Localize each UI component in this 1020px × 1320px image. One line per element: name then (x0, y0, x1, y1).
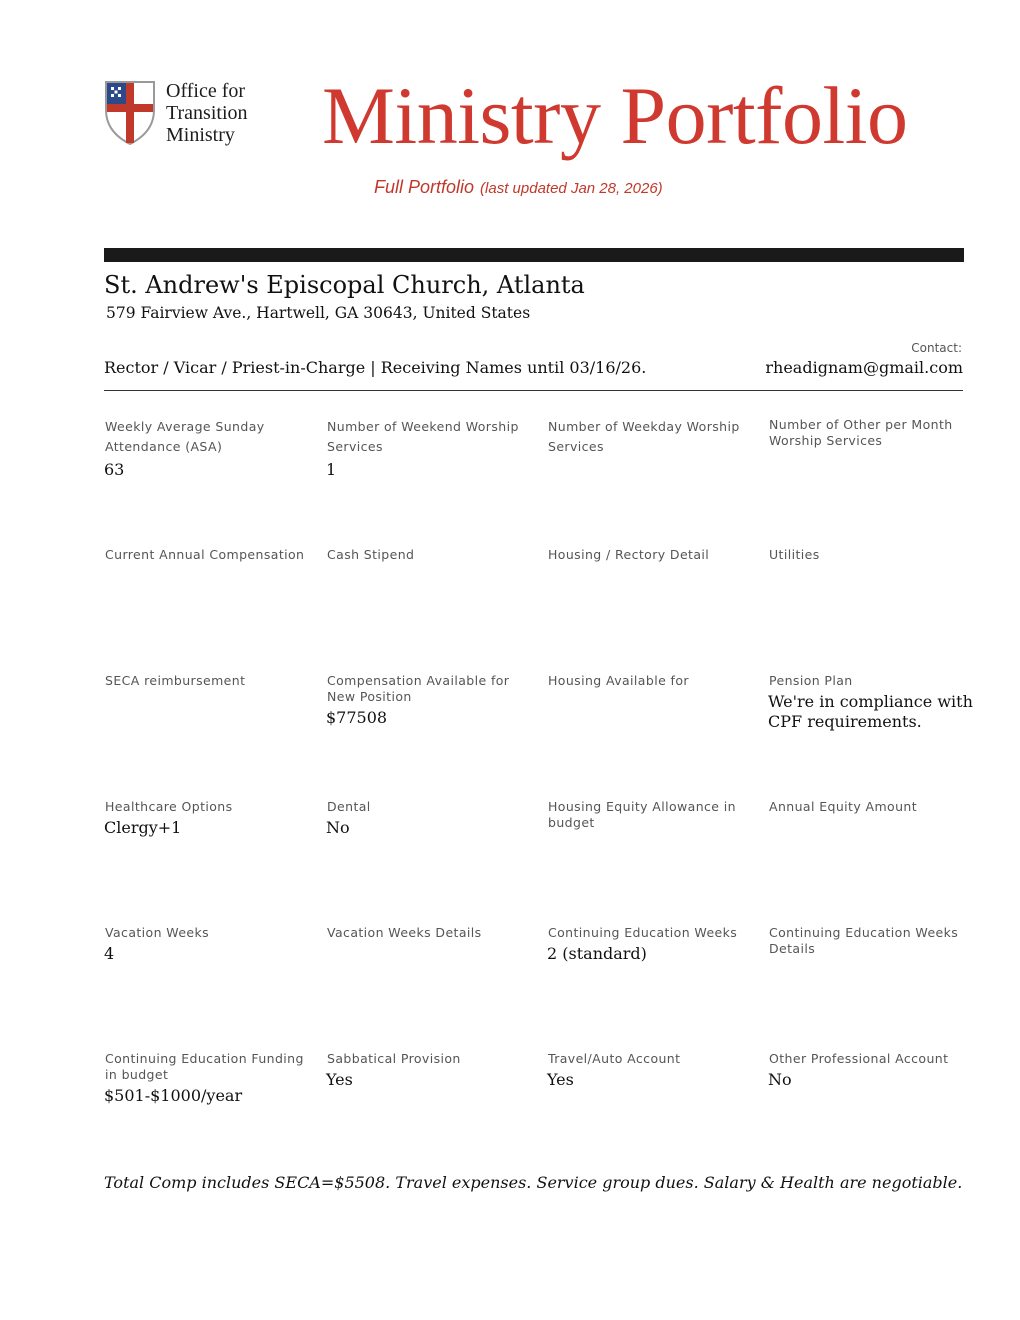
portfolio-subtitle (374, 177, 663, 198)
field-value: No (326, 818, 350, 837)
field-ce-weeks (547, 925, 757, 964)
field-label: Continuing Education Funding in budget (105, 1051, 304, 1082)
field-label: Housing / Rectory Detail (548, 547, 710, 562)
org-name-line-2: Transition (166, 102, 248, 124)
field-compensation-available (326, 673, 536, 728)
church-name: St. Andrew's Episcopal Church, Atlanta (104, 271, 585, 299)
field-label: Housing Available for (548, 673, 689, 688)
portfolio-type: Full Portfolio (374, 177, 475, 197)
field-seca-reimbursement (104, 673, 314, 692)
field-value: Clergy+1 (104, 818, 182, 837)
field-ce-weeks-details (768, 925, 978, 960)
field-other-professional (768, 1051, 978, 1090)
field-vacation-weeks (104, 925, 314, 964)
field-housing-available (547, 673, 757, 692)
header-divider-bar (104, 248, 964, 262)
last-updated: (last updated Jan 28, 2026) (480, 180, 663, 197)
field-utilities (768, 547, 978, 566)
field-cash-stipend (326, 547, 536, 566)
field-label: Vacation Weeks (105, 925, 210, 940)
field-value: 4 (104, 944, 115, 963)
contact-email: rheadignam@gmail.com (765, 358, 963, 377)
field-label: Annual Equity Amount (769, 799, 918, 814)
field-label: Number of Weekend Worship Services (327, 419, 519, 454)
field-label: Continuing Education Weeks (548, 925, 738, 940)
field-ce-funding (104, 1051, 314, 1106)
field-label: Housing Equity Allowance in budget (548, 799, 736, 830)
field-sabbatical (326, 1051, 536, 1090)
field-label: Compensation Available for New Position (327, 673, 510, 704)
field-annual-equity (768, 799, 978, 818)
field-label: Utilities (769, 547, 820, 562)
field-asa (104, 417, 314, 480)
field-label: Other Professional Account (769, 1051, 949, 1066)
field-label: Number of Weekday Worship Services (548, 419, 740, 454)
field-value: 2 (standard) (547, 944, 647, 963)
field-label: Weekly Average Sunday Attendance (ASA) (105, 419, 265, 454)
field-value: Yes (326, 1070, 353, 1089)
episcopal-shield-logo (104, 80, 156, 146)
field-value: Yes (547, 1070, 574, 1089)
field-label: Travel/Auto Account (548, 1051, 681, 1066)
church-address: 579 Fairview Ave., Hartwell, GA 30643, United States (106, 304, 531, 322)
field-other-services (768, 417, 978, 452)
compensation-note: Total Comp includes SECA=$5508. Travel expenses. Service group dues. Salary & Health are negotiable. (104, 1173, 963, 1192)
field-value: 1 (326, 460, 337, 479)
field-dental (326, 799, 536, 838)
field-label: Vacation Weeks Details (327, 925, 482, 940)
field-weekend-services (326, 417, 536, 480)
field-weekday-services (547, 417, 757, 460)
field-value: $501-$1000/year (104, 1086, 243, 1105)
position-summary: Rector / Vicar / Priest-in-Charge | Receiving Names until 03/16/26. (104, 358, 647, 377)
field-label: SECA reimbursement (105, 673, 246, 688)
field-value: No (768, 1070, 792, 1089)
field-label: Cash Stipend (327, 547, 415, 562)
contact-label: Contact: (911, 341, 962, 355)
field-value: $77508 (326, 708, 388, 727)
field-value: We're in compliance with CPF requirements. (768, 692, 973, 731)
field-label: Pension Plan (769, 673, 853, 688)
page-title: Ministry Portfolio (322, 70, 908, 161)
field-vacation-details (326, 925, 536, 944)
field-label: Dental (327, 799, 371, 814)
field-housing-detail (547, 547, 757, 566)
field-pension-plan (768, 673, 978, 732)
field-travel-auto (547, 1051, 757, 1090)
field-label: Sabbatical Provision (327, 1051, 461, 1066)
field-label: Current Annual Compensation (105, 547, 305, 562)
section-divider (104, 390, 963, 391)
field-label: Continuing Education Weeks Details (769, 925, 959, 956)
org-name-line-1: Office for (166, 80, 246, 102)
field-label: Healthcare Options (105, 799, 233, 814)
field-housing-equity (547, 799, 757, 834)
field-label: Number of Other per Month Worship Services (769, 417, 953, 448)
field-healthcare-options (104, 799, 314, 838)
field-value: 63 (104, 460, 125, 479)
field-current-compensation (104, 547, 314, 566)
org-name-line-3: Ministry (166, 124, 235, 146)
